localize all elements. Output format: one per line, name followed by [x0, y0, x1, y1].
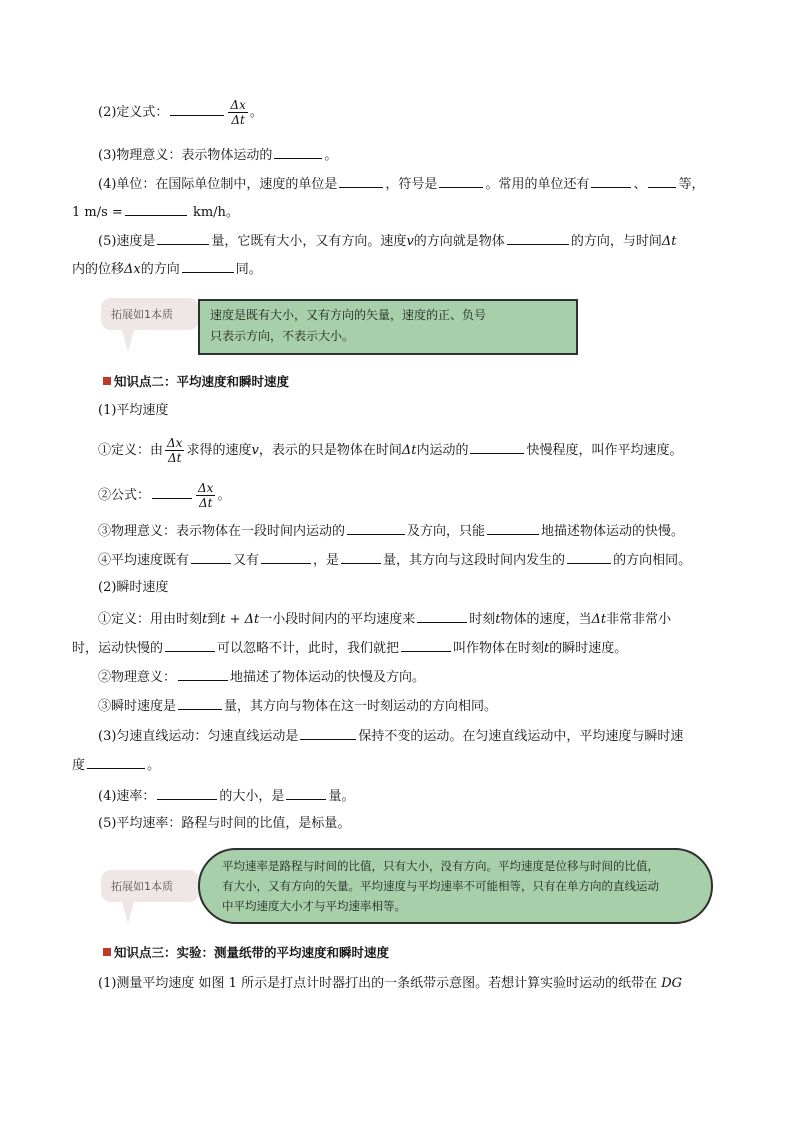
blank — [591, 174, 631, 188]
text: 到 — [207, 612, 221, 627]
blank — [286, 786, 326, 800]
knowledge-point-2-heading — [103, 373, 289, 391]
physical-meaning-line — [98, 145, 337, 165]
math-dx: Δx — [124, 262, 141, 277]
experiment-line — [98, 975, 682, 993]
text: 量，其方向与这段时间内发生的 — [383, 553, 566, 568]
text: (2)瞬时速度 — [98, 580, 169, 595]
avg-definition-line — [98, 436, 683, 465]
math-dg: DG — [661, 976, 683, 991]
blank — [439, 174, 483, 188]
denominator: Δt — [231, 113, 245, 127]
heading-text: 知识点二：平均速度和瞬时速度 — [114, 374, 290, 389]
blank — [157, 231, 209, 245]
blank — [347, 521, 405, 535]
ins-meaning-line — [98, 667, 425, 687]
blank — [170, 102, 224, 116]
knowledge-point-3-heading — [103, 944, 389, 962]
uniform-motion-line — [98, 726, 683, 746]
math-v: v — [251, 443, 259, 458]
text: km/h。 — [192, 205, 239, 220]
blank — [401, 638, 451, 652]
text: ，符号是 — [385, 177, 438, 192]
blank — [157, 786, 217, 800]
note-box-velocity — [198, 299, 578, 355]
text: 的方向相同。 — [613, 553, 692, 568]
text: (4)速率： — [98, 789, 156, 804]
numerator: Δx — [198, 481, 214, 495]
text: 等， — [678, 177, 705, 192]
text: 量，它既有大小，又有方向。速度 — [211, 234, 407, 249]
expand-tag — [101, 298, 199, 330]
instantaneous-velocity-title — [98, 579, 168, 597]
text: (4)单位：在国际单位制中，速度的单位是 — [98, 177, 338, 192]
blank — [152, 485, 192, 499]
blank — [191, 550, 231, 564]
text: 时，运动快慢的 — [72, 641, 164, 656]
expand-tag — [101, 870, 199, 902]
avg-vector-line — [98, 550, 691, 570]
blank — [648, 174, 676, 188]
text: 同。 — [235, 262, 262, 277]
tag-label: 拓展如1本质 — [111, 880, 173, 893]
text: ②物理意义： — [98, 670, 177, 685]
numerator: Δx — [230, 98, 246, 112]
note-box-average-rate — [198, 848, 713, 924]
tag-tail — [122, 330, 134, 352]
math-v: v — [406, 234, 414, 249]
blank — [261, 550, 311, 564]
blank — [274, 145, 322, 159]
math-t: t — [544, 641, 550, 656]
text: 的方向就是物体 — [413, 234, 505, 249]
unit-conversion-line — [72, 202, 239, 222]
text: 。 — [147, 758, 161, 773]
text: 地描述物体运动的快慢。 — [541, 524, 685, 539]
fraction — [165, 436, 184, 465]
text: (3)物理意义：表示物体运动的 — [98, 148, 273, 163]
average-rate-line — [98, 815, 350, 833]
text: 及方向，只能 — [407, 524, 486, 539]
text: 地描述了物体运动的快慢及方向。 — [230, 670, 426, 685]
text: 的大小，是 — [219, 789, 285, 804]
text: ，表示的只是物体在时间 — [258, 443, 402, 458]
average-velocity-title — [98, 402, 168, 420]
text: 、 — [633, 177, 647, 192]
text: 。常用的单位还有 — [485, 177, 590, 192]
text: ④平均速度既有 — [98, 553, 190, 568]
math-dt: Δt — [591, 612, 607, 627]
avg-meaning-line — [98, 521, 684, 541]
velocity-vector-line — [98, 231, 676, 251]
tag-tail — [122, 902, 134, 924]
text: 求得的速度 — [186, 443, 252, 458]
text: 度 — [72, 758, 86, 773]
text: 保持不变的运动。在匀速直线运动中，平均速度与瞬时速 — [358, 729, 684, 744]
text: 的方向 — [140, 262, 180, 277]
text: 可以忽略不计，此时，我们就把 — [217, 641, 400, 656]
text: (1)测量平均速度 如图 1 所示是打点计时器打出的一条纸带示意图。若想计算实验时运动的纸带在 — [98, 976, 658, 991]
blank — [182, 259, 234, 273]
avg-formula-line — [98, 481, 230, 510]
text: 内运动的 — [416, 443, 469, 458]
blank — [87, 755, 145, 769]
blank — [487, 521, 539, 535]
blank — [507, 231, 569, 245]
blank — [567, 550, 611, 564]
note-line: 平均速率是路程与时间的比值，只有大小，没有方向。平均速度是位移与时间的比值， — [222, 859, 659, 873]
note-line: 只表示方向，不表示大小。 — [210, 329, 355, 343]
text: (3)匀速直线运动：匀速直线运动是 — [98, 729, 299, 744]
fraction — [196, 481, 215, 510]
denominator: Δt — [167, 451, 182, 465]
unit-line — [98, 174, 704, 194]
text: 内的位移 — [72, 262, 125, 277]
note-line: 速度是既有大小，又有方向的矢量，速度的正、负号 — [210, 308, 487, 322]
text: ②公式： — [98, 488, 151, 503]
red-square-icon — [103, 377, 111, 385]
blank — [165, 638, 215, 652]
blank — [341, 550, 381, 564]
blank — [339, 174, 383, 188]
text: 又有 — [233, 553, 260, 568]
text: ，是 — [313, 553, 340, 568]
text: 叫作物体在时刻 — [453, 641, 545, 656]
blank — [470, 440, 524, 454]
note-line: 有大小，又有方向的矢量。平均速度与平均速率不可能相等，只有在单方向的直线运动 — [222, 879, 659, 893]
text: (5)速度是 — [98, 234, 156, 249]
text: (5)平均速率：路程与时间的比值，是标量。 — [98, 816, 351, 831]
text: ①定义：由 — [98, 443, 164, 458]
heading-text: 知识点三：实验：测量纸带的平均速度和瞬时速度 — [114, 945, 390, 960]
note-line: 中平均速度大小才与平均速率相等。 — [222, 899, 406, 913]
text: 。 — [324, 148, 338, 163]
math-t: t — [495, 612, 501, 627]
text: ①定义：用由时刻 — [98, 612, 203, 627]
uniform-motion-line-2 — [72, 755, 160, 775]
text: 一小段时间内的平均速度来 — [259, 612, 416, 627]
text: ③瞬时速度是 — [98, 699, 177, 714]
blank — [178, 667, 228, 681]
fraction — [228, 98, 247, 127]
blank — [125, 202, 187, 216]
text: 快慢程度，叫作平均速度。 — [526, 443, 683, 458]
blank — [178, 696, 222, 710]
ins-definition-line-2 — [72, 638, 627, 658]
text: 量。 — [328, 789, 355, 804]
definition-formula-line — [98, 98, 263, 127]
text: 时刻 — [469, 612, 496, 627]
text: 非常非常小 — [606, 612, 672, 627]
blank — [417, 609, 467, 623]
red-square-icon — [103, 948, 111, 956]
text: 量，其方向与物体在这一时刻运动的方向相同。 — [224, 699, 498, 714]
text: 的瞬时速度。 — [549, 641, 628, 656]
ins-definition-line — [98, 609, 671, 629]
text: 。 — [249, 105, 263, 120]
text: 。 — [217, 488, 231, 503]
denominator: Δt — [198, 496, 213, 510]
speed-line — [98, 786, 354, 806]
math-dt: Δt — [661, 234, 677, 249]
blank — [300, 726, 356, 740]
text: 物体的速度，当 — [500, 612, 592, 627]
tag-label: 拓展如1本质 — [111, 308, 173, 321]
math-t: t — [202, 612, 208, 627]
numerator: Δx — [167, 436, 183, 450]
text: (2)定义式： — [98, 105, 169, 120]
velocity-vector-line-2 — [72, 259, 262, 279]
text: 1 m/s = — [72, 205, 123, 220]
math-dt: Δt — [401, 443, 417, 458]
text: (1)平均速度 — [98, 403, 169, 418]
math-t-plus-dt: t + Δt — [220, 612, 260, 627]
text: ③物理意义：表示物体在一段时间内运动的 — [98, 524, 346, 539]
ins-vector-line — [98, 696, 497, 716]
text: 的方向，与时间 — [570, 234, 662, 249]
